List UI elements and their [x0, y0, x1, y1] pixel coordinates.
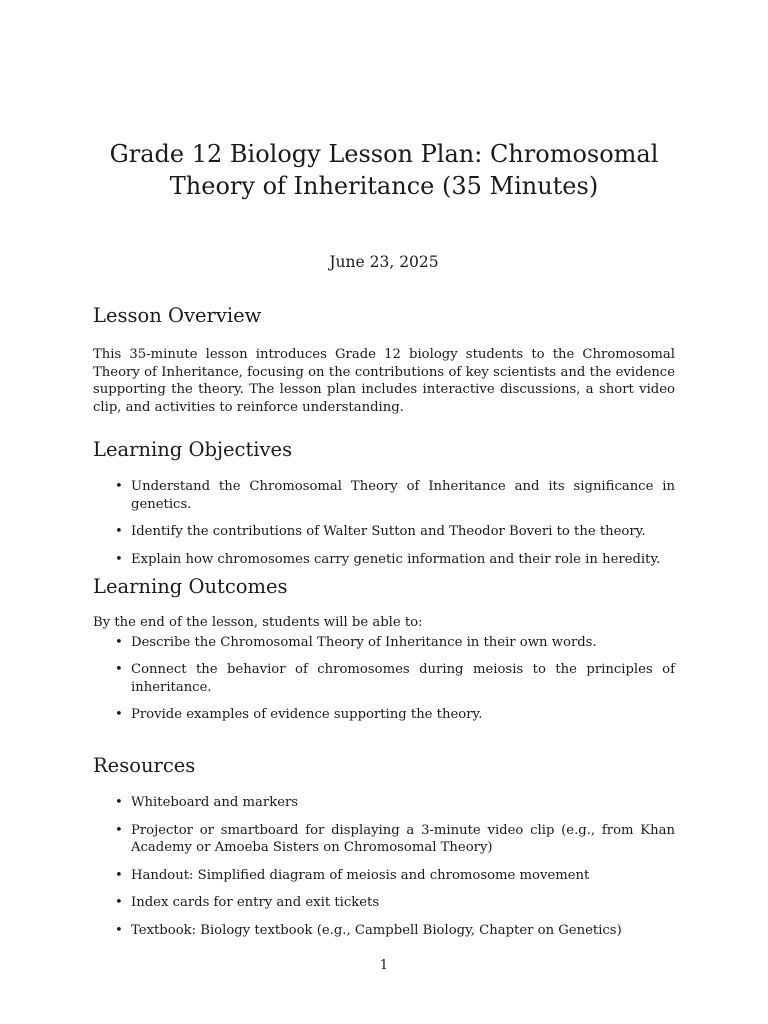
list-item: • Understand the Chromosomal Theory of Inheritance and its significance in genetics. — [115, 479, 675, 512]
bullet-icon: • — [115, 551, 123, 567]
bullet-icon: • — [115, 524, 123, 539]
page-number: 1 — [379, 958, 389, 973]
list-item: • Whiteboard and markers — [115, 795, 299, 810]
list-item: • Describe the Chromosomal Theory of Inheritance in their own words. — [115, 634, 597, 650]
outcomes-intro: By the end of the lesson, students will be able to: — [93, 615, 423, 630]
list-item: • Connect the behavior of chromosomes during meiosis to the principles of inheritance. — [115, 662, 675, 695]
bullet-icon: • — [115, 634, 123, 650]
bullet-icon: • — [115, 895, 123, 910]
section-lesson-overview — [93, 303, 675, 416]
list-item: • Handout: Simplified diagram of meiosis and chromosome movement — [115, 867, 590, 883]
section-learning-objectives — [93, 437, 675, 568]
list-item: • Identify the contributions of Walter Sutton and Theodor Boveri to the theory. — [115, 524, 646, 539]
bullet-icon: • — [115, 922, 123, 938]
section-heading: Resources — [93, 754, 196, 777]
list-item: • Projector or smartboard for displaying a 3-minute video clip (e.g., from Khan Academy or Amoeba Sisters on Chromosomal Theory) — [115, 822, 675, 855]
objectives-list — [93, 478, 675, 568]
document-title: Grade 12 Biology Lesson Plan: Chromosomal Theory of Inheritance (35 Minutes) — [109, 140, 659, 200]
section-heading: Lesson Overview — [93, 304, 262, 327]
bullet-icon: • — [115, 822, 123, 838]
document-date: June 23, 2025 — [329, 253, 439, 271]
list-item: • Index cards for entry and exit tickets — [115, 895, 380, 910]
outcomes-list — [93, 634, 675, 724]
section-heading: Learning Outcomes — [93, 575, 288, 598]
section-resources — [93, 753, 675, 939]
section-heading: Learning Objectives — [93, 438, 293, 461]
bullet-icon: • — [115, 662, 123, 677]
document-page — [93, 0, 675, 1024]
bullet-icon: • — [115, 479, 123, 494]
bullet-icon: • — [115, 867, 123, 883]
bullet-icon: • — [115, 795, 123, 810]
list-item: • Textbook: Biology textbook (e.g., Campbell Biology, Chapter on Genetics) — [115, 922, 622, 938]
list-item: • Explain how chromosomes carry genetic information and their role in heredity. — [115, 551, 661, 567]
overview-paragraph: This 35-minute lesson introduces Grade 12 biology students to the Chromosomal Theory of Inheritance, focusing on the contributions of key scientists and the evidence supporting the theory. The lesson plan includes interactive discussions, a short video clip, and activities to reinforce understanding. — [93, 347, 675, 415]
resources-list — [93, 794, 675, 939]
bullet-icon: • — [115, 707, 123, 722]
list-item: • Provide examples of evidence supporting the theory. — [115, 707, 483, 722]
section-learning-outcomes — [93, 574, 675, 724]
